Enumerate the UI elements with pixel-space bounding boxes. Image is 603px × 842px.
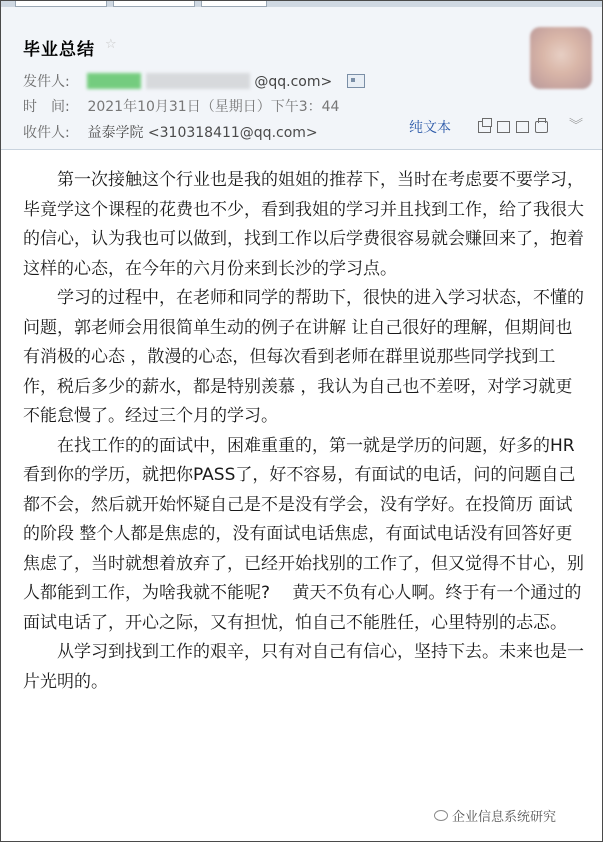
sender-email-redacted: [146, 73, 250, 89]
to-label: 收件人:: [23, 125, 70, 141]
popout-icon[interactable]: [478, 121, 491, 133]
avatar[interactable]: [530, 27, 592, 89]
plaintext-link[interactable]: 纯文本: [409, 120, 451, 136]
body-paragraph: 在找工作的的面试中，困难重重的，第一就是学历的问题，好多的HR 看到你的学历，就把你PASS了，好不容易，有面试的电话，问的问题自己都不会，然后就开始怀疑自己是不是没有学会，没有学好。在投简历 面试的阶段 整个人都是焦虑的，没有面试电话焦虑，有面试电话没有回答好更焦虑了，当时就想着放弃了，已经开始找别的工作了，但又觉得不甘心，别人都能到工作，为啥我就不能呢? 黄天不负有心人啊。终于有一个通过的面试电话了，开心之际，又有担忧，怕自己不能胜任，心里特别的忐忑。: [23, 435, 584, 633]
print-icon[interactable]: [535, 121, 548, 133]
mail-body: [23, 166, 593, 697]
body-paragraph: 从学习到找到工作的艰辛，只有对自己有信心，坚持下去。未来也是一片光明的。: [23, 642, 584, 692]
note-icon[interactable]: [497, 121, 510, 133]
mail-toolbar: [478, 119, 548, 135]
mail-header: [1, 7, 602, 150]
to-row: [23, 122, 318, 142]
from-row: [23, 71, 365, 91]
watermark-text: 企业信息系统研究: [452, 810, 557, 825]
time-value: 2021年10月31日（星期日）下午3：44: [87, 99, 340, 115]
contact-card-icon[interactable]: [347, 74, 365, 88]
collapse-chevron-icon[interactable]: ︾: [569, 118, 583, 134]
star-icon[interactable]: ☆: [105, 37, 117, 52]
watermark: [434, 806, 556, 825]
from-label: 发件人:: [23, 74, 70, 90]
sender-email-suffix[interactable]: @qq.com>: [254, 74, 333, 90]
recipient[interactable]: 益泰学院 <310318411@qq.com>: [87, 125, 318, 141]
mail-subject: 毕业总结: [23, 40, 95, 60]
time-label: 时 间:: [23, 99, 70, 115]
sender-name-redacted: [87, 73, 141, 89]
attach-icon[interactable]: [516, 121, 529, 133]
wechat-icon: [434, 810, 448, 821]
body-paragraph: 学习的过程中，在老师和同学的帮助下，很快的进入学习状态，不懂的问题，郭老师会用很简单生动的例子在讲解 让自己很好的理解，但期间也有消极的心态 ，散漫的心态，但每次看到老师在群里说那些同学找到工作，税后多少的薪水，都是特别羡慕 ，我认为自己也不差呀，对学习就更不能怠慢了。经过三个月的学习。: [23, 288, 584, 426]
time-row: [23, 96, 339, 116]
body-paragraph: 第一次接触这个行业也是我的姐姐的推荐下，当时在考虑要不要学习， 毕竟学这个课程的花费也不少，看到我姐的学习并且找到工作，给了我很大的信心，认为我也可以做到，找到工作以后学费很容易就会赚回来了，抱着这样的心态，在今年的六月份来到长沙的学习点。: [23, 170, 593, 279]
